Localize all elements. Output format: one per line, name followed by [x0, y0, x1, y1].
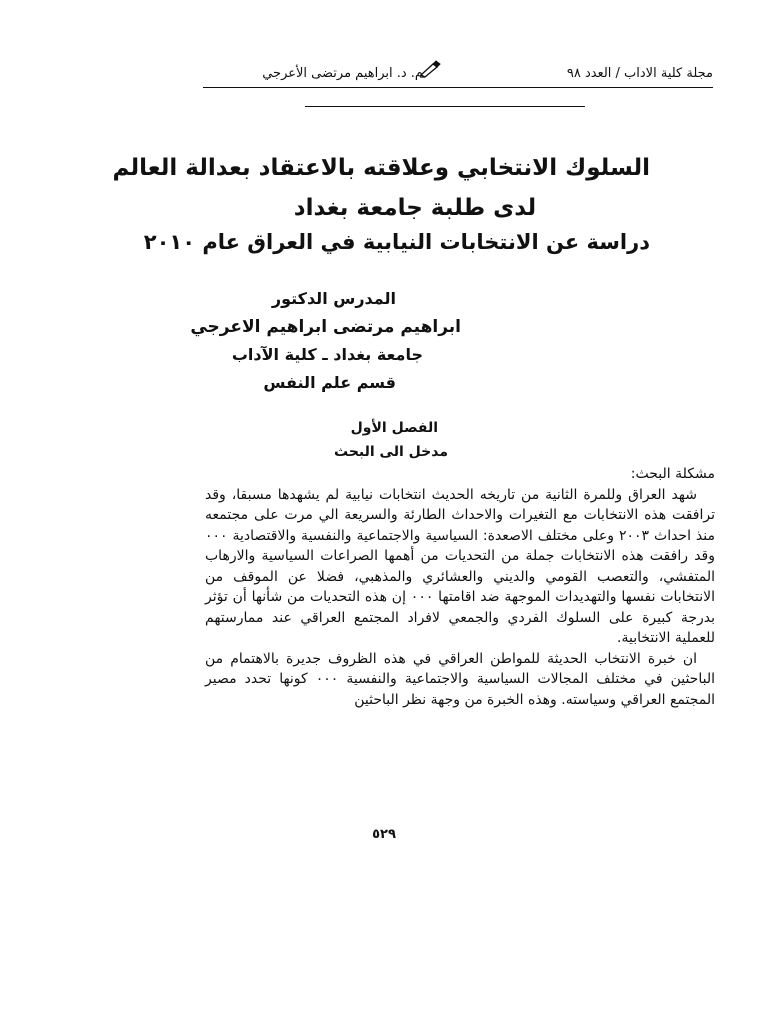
paragraph-2: ان خبرة الانتخاب الحديثة للمواطن العراقي في هذه الظروف جديرة بالاهتمام من الباحثين في مختلف المجالات السياسية والاجتماعية والنفسية ٠٠٠ كونها تحدد مصير المجتمع العراقي وسياسته. وهذه الخبرة من وجهة نظر الباحثين — [205, 650, 715, 708]
paragraph-1: شهد العراق وللمرة الثانية من تاريخه الحديث انتخابات نيابية لم يشهدها مسبقا، وقد ترافقت هذه الانتخابات مع التغيرات والاحداث الطارئة والسريعة الي مرت على مجتمعه منذ احداث ٢٠٠٣ وعلى مختلف الاصعدة: السياسية والاجتماعية والنفسية والاقتصادية ٠٠٠ وقد رافقت هذه الانتخابات جملة من التحديات من أهمها الصراعات السياسية والارهاب المتفشي، والتعصب القومي والديني والعشائري والمذهبي، فضلا عن الموقف من الانتخابات نفسها والتهديدات الموجهة ضد اقامتها ٠٠٠ إن هذه التحديات من شأنها أن تؤثر بدرجة كبيرة على السلوك الفردي والجمعي لافراد المجتمع العراقي عند ممارستهم للعملية الانتخابية. — [205, 486, 716, 646]
author-role: المدرس الدكتور — [271, 289, 396, 308]
running-header — [203, 60, 713, 88]
chapter-title: الفصل الأول — [350, 420, 438, 436]
journal-name: مجلة كلية الاداب / العدد ٩٨ — [566, 66, 713, 81]
page-number: ٥٢٩ — [372, 827, 396, 842]
body-text — [205, 464, 715, 710]
header-rule — [203, 87, 713, 88]
title-line-1: السلوك الانتخابي وعلاقته بالاعتقاد بعدالة العالم — [112, 155, 650, 181]
chapter-subtitle: مدخل الى البحث — [334, 444, 448, 460]
header-author: م. د. ابراهيم مرتضى الأعرجي — [262, 66, 423, 81]
header-subrule — [305, 106, 585, 107]
problem-heading: مشكلة البحث: — [630, 466, 715, 482]
author-name: ابراهيم مرتضى ابراهيم الاعرجي — [190, 317, 461, 337]
title-line-2: لدى طلبة جامعة بغداد — [293, 195, 537, 221]
title-line-3: دراسة عن الانتخابات النيابية في العراق عام ٢٠١٠ — [143, 230, 650, 254]
author-department: قسم علم النفس — [263, 373, 396, 392]
author-institution: جامعة بغداد ـ كلية الآداب — [231, 345, 423, 364]
